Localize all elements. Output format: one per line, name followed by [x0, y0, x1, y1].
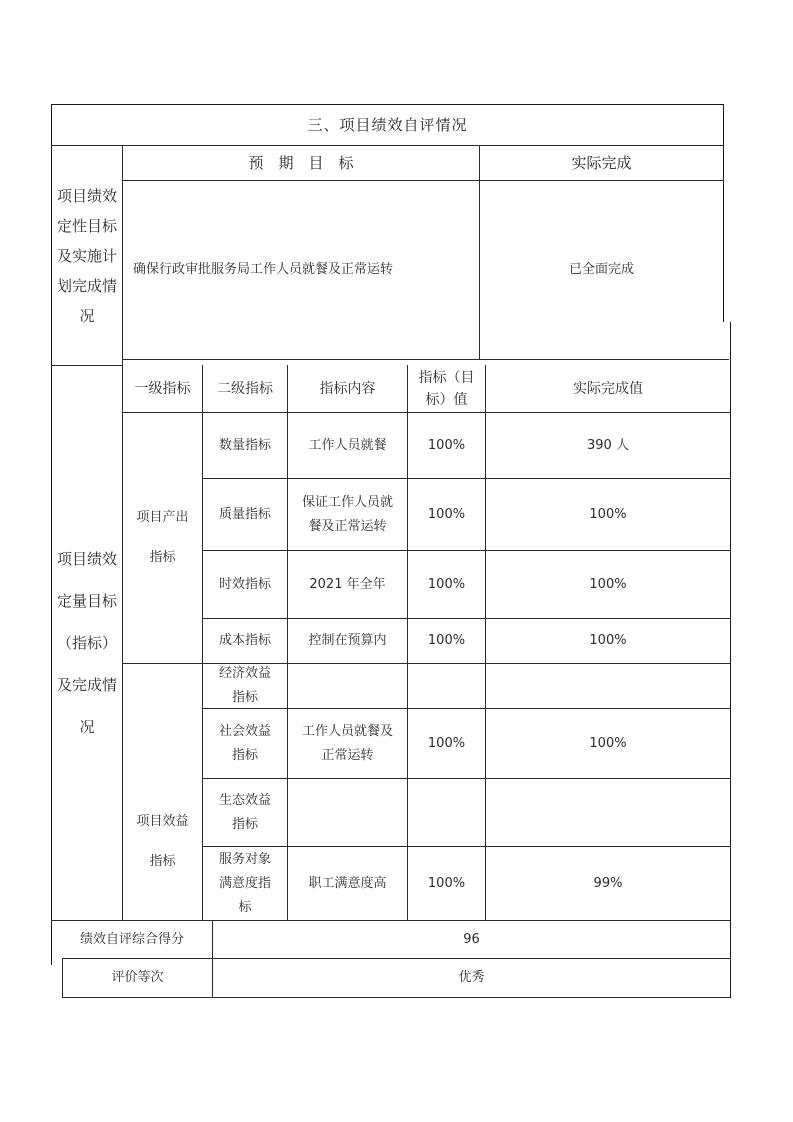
- benefit-row-4-level2: [203, 847, 287, 920]
- output-row-3-content: 2021 年全年: [309, 576, 386, 592]
- benefit-row-1-level2: [203, 664, 287, 708]
- benefit-row-3-level2: [203, 779, 287, 846]
- score-value: 96: [463, 931, 480, 947]
- output-row-4-content: 控制在预算内: [308, 633, 387, 648]
- benefit-row-2-actual: 100%: [589, 735, 627, 751]
- level1-output: [123, 413, 202, 663]
- output-row-3-target: 100%: [427, 576, 466, 592]
- output-row-1-actual: 390 人: [587, 437, 629, 453]
- header-actual: 实际完成值: [573, 381, 643, 397]
- quantitative-row-label-text: 项目绩效定量目标（指标）及完成情况: [56, 550, 117, 736]
- frame-right-lower: [730, 322, 731, 998]
- benefit-row-1-actual: [486, 664, 730, 708]
- benefit-row-4-level2-text: 服务对象满意度指标: [218, 851, 271, 915]
- output-row-1-target: 100%: [427, 437, 466, 453]
- header-target-text: 指标（目标）值: [418, 370, 475, 408]
- actual-completion-text: 已全面完成: [568, 262, 634, 277]
- benefit-row-4-actual: 99%: [593, 875, 623, 891]
- output-row-3-level2: 时效指标: [218, 576, 271, 592]
- header-target: [408, 366, 485, 412]
- output-row-4-target: 100%: [427, 633, 466, 648]
- header-level1: 一级指标: [134, 381, 191, 397]
- section-title: 三、项目绩效自评情况: [307, 116, 468, 134]
- output-row-2-content: [288, 479, 407, 550]
- benefit-row-3-actual: [486, 779, 730, 846]
- grade-label: 评价等次: [111, 970, 164, 985]
- score-label: 绩效自评综合得分: [79, 931, 184, 947]
- header-level2: 二级指标: [217, 381, 273, 397]
- benefit-row-2-level2: [203, 709, 287, 778]
- rule: [62, 997, 730, 998]
- expected-goal-text: 确保行政审批服务局工作人员就餐及正常运转: [133, 262, 394, 277]
- output-row-4-level2: 成本指标: [218, 633, 271, 648]
- output-row-1-content: 工作人员就餐: [308, 437, 387, 453]
- benefit-row-3-content: [288, 779, 407, 846]
- qualitative-row-label-text: 项目绩效定性目标及实施计划完成情况: [56, 186, 117, 325]
- benefit-row-2-content-text: 工作人员就餐及正常运转: [301, 723, 393, 763]
- benefit-row-2-target: 100%: [427, 735, 466, 751]
- rule: [122, 359, 729, 360]
- output-row-2-content-text: 保证工作人员就餐及正常运转: [301, 494, 393, 534]
- qualitative-row-label: [52, 146, 122, 365]
- benefit-row-2-content: [288, 709, 407, 778]
- output-row-2-actual: 100%: [589, 506, 627, 522]
- frame-right: [723, 104, 724, 322]
- output-row-4-actual: 100%: [589, 633, 627, 648]
- level1-benefit-text: 项目效益指标: [136, 814, 189, 869]
- benefit-row-1-content: [288, 664, 407, 708]
- benefit-row-3-level2-text: 生态效益指标: [218, 792, 271, 832]
- level1-output-text: 项目产出指标: [136, 510, 189, 565]
- benefit-row-4-target: 100%: [427, 875, 466, 891]
- output-row-3-actual: 100%: [589, 576, 627, 592]
- grade-value: 优秀: [458, 970, 485, 985]
- benefit-row-3-target: [408, 779, 485, 846]
- output-row-2-target: 100%: [427, 506, 466, 522]
- actual-completion-header: 实际完成: [571, 154, 632, 172]
- benefit-row-1-target: [408, 664, 485, 708]
- benefit-row-2-level2-text: 社会效益指标: [218, 723, 271, 763]
- expected-goal-header: 预 期 目 标: [248, 154, 354, 172]
- output-row-2-level2: 质量指标: [218, 506, 271, 522]
- level1-benefit: [123, 664, 202, 920]
- output-row-1-level2: 数量指标: [218, 437, 271, 453]
- quantitative-row-label: [52, 366, 122, 920]
- benefit-row-1-level2-text: 经济效益指标: [218, 666, 271, 705]
- benefit-row-4-content: 职工满意度高: [308, 875, 387, 891]
- header-content: 指标内容: [319, 381, 376, 397]
